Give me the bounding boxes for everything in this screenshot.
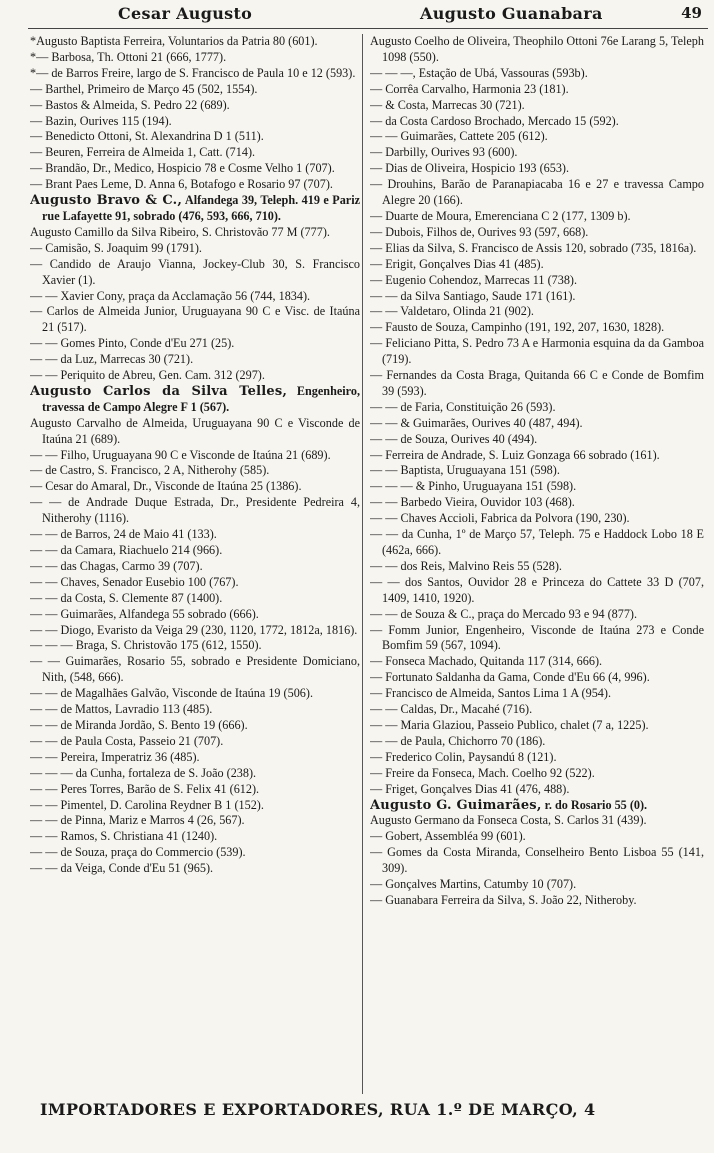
entry-text: — Freire da Fonseca, Mach. Coelho 92 (522). — [370, 765, 595, 780]
directory-entry — [370, 257, 704, 273]
entry-text: — — Maria Glaziou, Passeio Publico, chalet (7 a, 1225). — [370, 717, 649, 732]
directory-entry — [30, 813, 360, 829]
entry-text: — Camisão, S. Joaquim 99 (1791). — [30, 240, 202, 255]
entry-text: r. do Rosario 55 (0). — [541, 797, 648, 812]
directory-entry — [30, 623, 360, 639]
directory-entry — [370, 575, 704, 607]
directory-entry — [370, 98, 704, 114]
entry-text: — — de Pinna, Mariz e Marros 4 (26, 567). — [30, 813, 245, 828]
entry-text: — — — & Pinho, Uruguayana 151 (598). — [370, 479, 577, 494]
entry-text: — — dos Santos, Ouvidor 28 e Princeza do Cattete 33 D (707, 1409, 1410, 1920). — [370, 574, 704, 605]
entry-text: — — da Cunha, 1º de Março 57, Teleph. 75 e Haddock Lobo 18 E (462a, 666). — [370, 527, 704, 557]
entry-text: — — — Braga, S. Christovão 175 (612, 1550). — [30, 638, 262, 653]
directory-entry — [30, 463, 360, 479]
directory-entry — [370, 607, 704, 623]
entry-text: — — de Magalhães Galvão, Visconde de Itaúna 19 (506). — [30, 686, 313, 701]
directory-entry — [30, 448, 360, 464]
directory-entry — [30, 829, 360, 845]
directory-entry — [30, 766, 360, 782]
column-divider — [362, 34, 363, 1094]
directory-entry — [30, 798, 360, 814]
entry-text: — — de Andrade Duque Estrada, Dr., Presidente Pedreira 4, Nitherohy (1116). — [30, 495, 360, 526]
entry-text: — Gonçalves Martins, Catumby 10 (707). — [370, 877, 577, 892]
entry-text: — Eugenio Cohendoz, Marrecas 11 (738). — [370, 272, 578, 287]
directory-entry — [30, 145, 360, 161]
entry-text: — — & Guimarães, Ourives 40 (487, 494). — [370, 415, 583, 430]
entry-text: — — de Souza, Ourives 40 (494). — [370, 431, 538, 446]
entry-text: — Darbilly, Ourives 93 (600). — [370, 145, 518, 160]
entry-text: — Dubois, Filhos de, Ourives 93 (597, 668). — [370, 224, 589, 239]
directory-entry — [370, 877, 704, 893]
entry-text: *— de Barros Freire, largo de S. Francisco de Paula 10 e 12 (593). — [30, 65, 356, 80]
entry-text: — Dias de Oliveira, Hospicio 193 (653). — [370, 161, 570, 176]
entry-text: — Friget, Gonçalves Dias 41 (476, 488). — [370, 781, 570, 796]
directory-entry — [30, 750, 360, 766]
directory-entry — [30, 543, 360, 559]
entry-text: — — de Miranda Jordão, S. Bento 19 (666). — [30, 717, 248, 732]
directory-entry — [370, 177, 704, 209]
directory-entry — [370, 416, 704, 432]
entry-text: — Frederico Colin, Paysandú 8 (121). — [370, 749, 557, 764]
directory-entry — [30, 304, 360, 336]
entry-text: — — Barbedo Vieira, Ouvidor 103 (468). — [370, 495, 575, 510]
entry-text: — Carlos de Almeida Junior, Uruguayana 90 C e Visc. de Itaúna 21 (517). — [30, 304, 360, 335]
entry-text: — Fortunato Saldanha da Gama, Conde d'Eu 66 (4, 996). — [370, 670, 650, 685]
directory-entry — [370, 813, 704, 829]
entry-text: — Barthel, Primeiro de Março 45 (502, 1554). — [30, 81, 258, 96]
directory-entry — [370, 34, 704, 66]
directory-entry — [30, 82, 360, 98]
entry-text: — Corrêa Carvalho, Harmonia 23 (181). — [370, 81, 569, 96]
directory-entry — [30, 114, 360, 130]
directory-entry — [30, 479, 360, 495]
directory-entry — [30, 638, 360, 654]
directory-entry — [30, 177, 360, 193]
directory-heading-entry — [370, 798, 704, 814]
entry-text: — de Castro, S. Francisco, 2 A, Nitherohy (585). — [30, 463, 270, 478]
entry-text: — — de Souza & C., praça do Mercado 93 e 94 (877). — [370, 606, 638, 621]
entry-text: — Fausto de Souza, Campinho (191, 192, 207, 1630, 1828). — [370, 320, 665, 335]
entry-lead-name: Augusto Bravo & C., — [30, 193, 183, 209]
directory-entry — [30, 782, 360, 798]
entry-text: — — da Veiga, Conde d'Eu 51 (965). — [30, 861, 214, 876]
entry-text: — Erigit, Gonçalves Dias 41 (485). — [370, 256, 544, 271]
directory-entry — [370, 734, 704, 750]
directory-entry — [370, 273, 704, 289]
entry-text: — — Valdetaro, Olinda 21 (902). — [370, 304, 534, 319]
directory-entry — [370, 241, 704, 257]
entry-text: — — de Mattos, Lavradio 113 (485). — [30, 702, 213, 717]
directory-entry — [370, 527, 704, 559]
directory-entry — [30, 352, 360, 368]
directory-entry — [30, 225, 360, 241]
directory-entry — [30, 654, 360, 686]
directory-entry — [370, 750, 704, 766]
directory-entry — [370, 432, 704, 448]
directory-entry — [30, 66, 360, 82]
left-column — [30, 34, 360, 1094]
directory-entry — [370, 225, 704, 241]
directory-entry — [370, 66, 704, 82]
entry-text: — — da Luz, Marrecas 30 (721). — [30, 352, 194, 367]
entry-text: — — Peres Torres, Barão de S. Felix 41 (612). — [30, 781, 260, 796]
entry-lead-name: Augusto G. Guimarães, — [370, 797, 542, 813]
entry-text: — — dos Reis, Malvino Reis 55 (528). — [370, 558, 562, 573]
directory-entry — [370, 209, 704, 225]
directory-entry — [370, 145, 704, 161]
entry-text: — Gomes da Costa Miranda, Conselheiro Bento Lisboa 55 (141, 309). — [370, 845, 704, 876]
entry-text: — — Xavier Cony, praça da Acclamação 56 (744, 1834). — [30, 288, 311, 303]
entry-text: — — de Faria, Constituição 26 (593). — [370, 399, 556, 414]
entry-text: Alfandega 39, Teleph. 419 e Pariz rue Lafayette 91, sobrado (476, 593, 666, 710). — [42, 193, 360, 223]
directory-entry — [30, 575, 360, 591]
entry-text: — Bazin, Ourives 115 (194). — [30, 113, 172, 128]
directory-entry — [370, 511, 704, 527]
directory-entry — [30, 559, 360, 575]
directory-entry — [370, 718, 704, 734]
entry-text: — Ferreira de Andrade, S. Luiz Gonzaga 66 sobrado (161). — [370, 447, 660, 462]
entry-text: Augusto Coelho de Oliveira, Theophilo Ottoni 76e Larang 5, Teleph 1098 (550). — [370, 34, 704, 64]
entry-text: — — Guimarães, Cattete 205 (612). — [370, 129, 548, 144]
running-header-right: Augusto Guanabara — [420, 4, 603, 23]
entry-text: — — das Chagas, Carmo 39 (707). — [30, 558, 203, 573]
entry-text: — Brandão, Dr., Medico, Hospicio 78 e Cosme Velho 1 (707). — [30, 161, 335, 176]
directory-entry — [30, 129, 360, 145]
entry-text: Augusto Carvalho de Almeida, Uruguayana 90 C e Visconde de Itaúna 21 (689). — [30, 415, 360, 446]
directory-entry — [30, 34, 360, 50]
directory-entry — [370, 686, 704, 702]
directory-entry — [30, 607, 360, 623]
entry-text: — — de Barros, 24 de Maio 41 (133). — [30, 527, 217, 542]
directory-entry — [370, 623, 704, 655]
entry-text: *— Barbosa, Th. Ottoni 21 (666, 1777). — [30, 49, 227, 64]
entry-text: — — Ramos, S. Christiana 41 (1240). — [30, 829, 218, 844]
directory-entry — [30, 257, 360, 289]
directory-entry — [370, 463, 704, 479]
entry-text: — Cesar do Amaral, Dr., Visconde de Itaúna 25 (1386). — [30, 479, 302, 494]
entry-text: — — de Paula, Chichorro 70 (186). — [370, 733, 546, 748]
directory-entry — [30, 161, 360, 177]
directory-entry — [370, 654, 704, 670]
entry-text: — — Periquito de Abreu, Gen. Cam. 312 (297). — [30, 368, 265, 383]
entry-text: — Duarte de Moura, Emerenciana C 2 (177, 1309 b). — [370, 208, 631, 223]
directory-entry — [30, 718, 360, 734]
entry-text: — — Pereira, Imperatriz 36 (485). — [30, 749, 200, 764]
directory-entry — [370, 782, 704, 798]
directory-entry — [370, 845, 704, 877]
directory-entry — [30, 527, 360, 543]
directory-heading-entry — [30, 384, 360, 416]
entry-text: Augusto Camillo da Silva Ribeiro, S. Christovão 77 M (777). — [30, 224, 330, 239]
directory-entry — [370, 82, 704, 98]
entry-text: — — Filho, Uruguayana 90 C e Visconde de Itaúna 21 (689). — [30, 447, 331, 462]
entry-text: — Fomm Junior, Engenheiro, Visconde de Itaúna 273 e Conde Bomfim 59 (567, 1094). — [370, 622, 704, 653]
directory-entry — [370, 289, 704, 305]
entry-text: — Fonseca Machado, Quitanda 117 (314, 666). — [370, 654, 603, 669]
running-header-left: Cesar Augusto — [118, 4, 253, 23]
directory-entry — [370, 336, 704, 368]
directory-entry — [30, 495, 360, 527]
directory-entry — [30, 686, 360, 702]
entry-text: — Feliciano Pitta, S. Pedro 73 A e Harmonia esquina da da Gamboa (719). — [370, 336, 704, 367]
directory-entry — [30, 702, 360, 718]
entry-text: — — — da Cunha, fortaleza de S. João (238). — [30, 765, 257, 780]
entry-text: — Gobert, Assembléa 99 (601). — [370, 829, 526, 844]
entry-text: — Benedicto Ottoni, St. Alexandrina D 1 (511). — [30, 129, 264, 144]
entry-text: — Bastos & Almeida, S. Pedro 22 (689). — [30, 97, 230, 112]
entry-text: — Candido de Araujo Vianna, Jockey-Club 30, S. Francisco Xavier (1). — [30, 256, 360, 287]
directory-entry — [30, 845, 360, 861]
entry-text: — Brant Paes Leme, D. Anna 6, Botafogo e Rosario 97 (707). — [30, 177, 333, 192]
directory-entry — [30, 241, 360, 257]
entry-text: — — Pimentel, D. Carolina Reydner B 1 (152). — [30, 797, 264, 812]
entry-text: — da Costa Cardoso Brochado, Mercado 15 (592). — [370, 113, 619, 128]
directory-entry — [370, 670, 704, 686]
entry-text: — — Guimarães, Rosario 55, sobrado e Presidente Domiciano, Nith, (548, 666). — [30, 654, 360, 685]
entry-text: — Francisco de Almeida, Santos Lima 1 A (954). — [370, 686, 612, 701]
entry-text: — — Caldas, Dr., Macahé (716). — [370, 702, 533, 717]
entry-text: — Fernandes da Costa Braga, Quitanda 66 C e Conde de Bomfim 39 (593). — [370, 368, 704, 398]
directory-entry — [370, 400, 704, 416]
right-column — [370, 34, 704, 1094]
directory-entry — [370, 129, 704, 145]
directory-entry — [370, 479, 704, 495]
directory-entry — [370, 320, 704, 336]
entry-text: Engenheiro, travessa de Campo Alegre F 1 (567). — [42, 383, 360, 414]
header-rule — [28, 28, 708, 29]
directory-entry — [30, 98, 360, 114]
entry-lead-name: Augusto Carlos da Silva Telles, — [30, 383, 288, 399]
directory-entry — [30, 336, 360, 352]
entry-text: — — Gomes Pinto, Conde d'Eu 271 (25). — [30, 336, 235, 351]
entry-text: — & Costa, Marrecas 30 (721). — [370, 97, 525, 112]
directory-entry — [370, 304, 704, 320]
directory-entry — [370, 893, 704, 909]
entry-text: — Guanabara Ferreira da Silva, S. João 22, Nitheroby. — [370, 892, 637, 907]
entry-text: — — —, Estação de Ubá, Vassouras (593b). — [370, 65, 588, 80]
directory-entry — [30, 734, 360, 750]
directory-entry — [30, 368, 360, 384]
page-number: 49 — [681, 4, 702, 22]
entry-text: Augusto Germano da Fonseca Costa, S. Carlos 31 (439). — [370, 813, 647, 828]
directory-entry — [30, 50, 360, 66]
entry-text: — — Guimarães, Alfandega 55 sobrado (666). — [30, 606, 259, 621]
directory-heading-entry — [30, 193, 360, 225]
directory-entry — [370, 766, 704, 782]
entry-text: — — de Paula Costa, Passeio 21 (707). — [30, 733, 224, 748]
entry-text: *Augusto Baptista Ferreira, Voluntarios da Patria 80 (601). — [30, 34, 318, 48]
entry-text: — — de Souza, praça do Commercio (539). — [30, 845, 246, 860]
directory-entry — [30, 591, 360, 607]
footer-advertisement: IMPORTADORES E EXPORTADORES, RUA 1.º DE MARÇO, 4 — [40, 1100, 596, 1119]
entry-text: — — Baptista, Uruguayana 151 (598). — [370, 463, 560, 478]
directory-entry — [370, 559, 704, 575]
directory-entry — [370, 161, 704, 177]
entry-text: — — da Silva Santiago, Saude 171 (161). — [370, 288, 576, 303]
directory-entry — [30, 289, 360, 305]
directory-entry — [370, 829, 704, 845]
entry-text: — — da Camara, Riachuelo 214 (966). — [30, 543, 223, 557]
directory-entry — [370, 448, 704, 464]
directory-entry — [370, 368, 704, 400]
directory-entry — [30, 416, 360, 448]
entry-text: — — da Costa, S. Clemente 87 (1400). — [30, 590, 223, 605]
directory-entry — [370, 702, 704, 718]
entry-text: — — Chaves, Senador Eusebio 100 (767). — [30, 574, 239, 589]
entry-text: — Drouhins, Barão de Paranapiacaba 16 e 27 e travessa Campo Alegre 20 (166). — [370, 177, 704, 208]
entry-text: — Elias da Silva, S. Francisco de Assis 120, sobrado (735, 1816a). — [370, 240, 697, 255]
entry-text: — — Chaves Accioli, Fabrica da Polvora (190, 230). — [370, 511, 630, 526]
entry-text: — Beuren, Ferreira de Almeida 1, Catt. (714). — [30, 145, 256, 160]
directory-entry — [370, 114, 704, 130]
entry-text: — — Diogo, Evaristo da Veiga 29 (230, 1120, 1772, 1812a, 1816). — [30, 622, 358, 637]
directory-entry — [370, 495, 704, 511]
directory-entry — [30, 861, 360, 877]
